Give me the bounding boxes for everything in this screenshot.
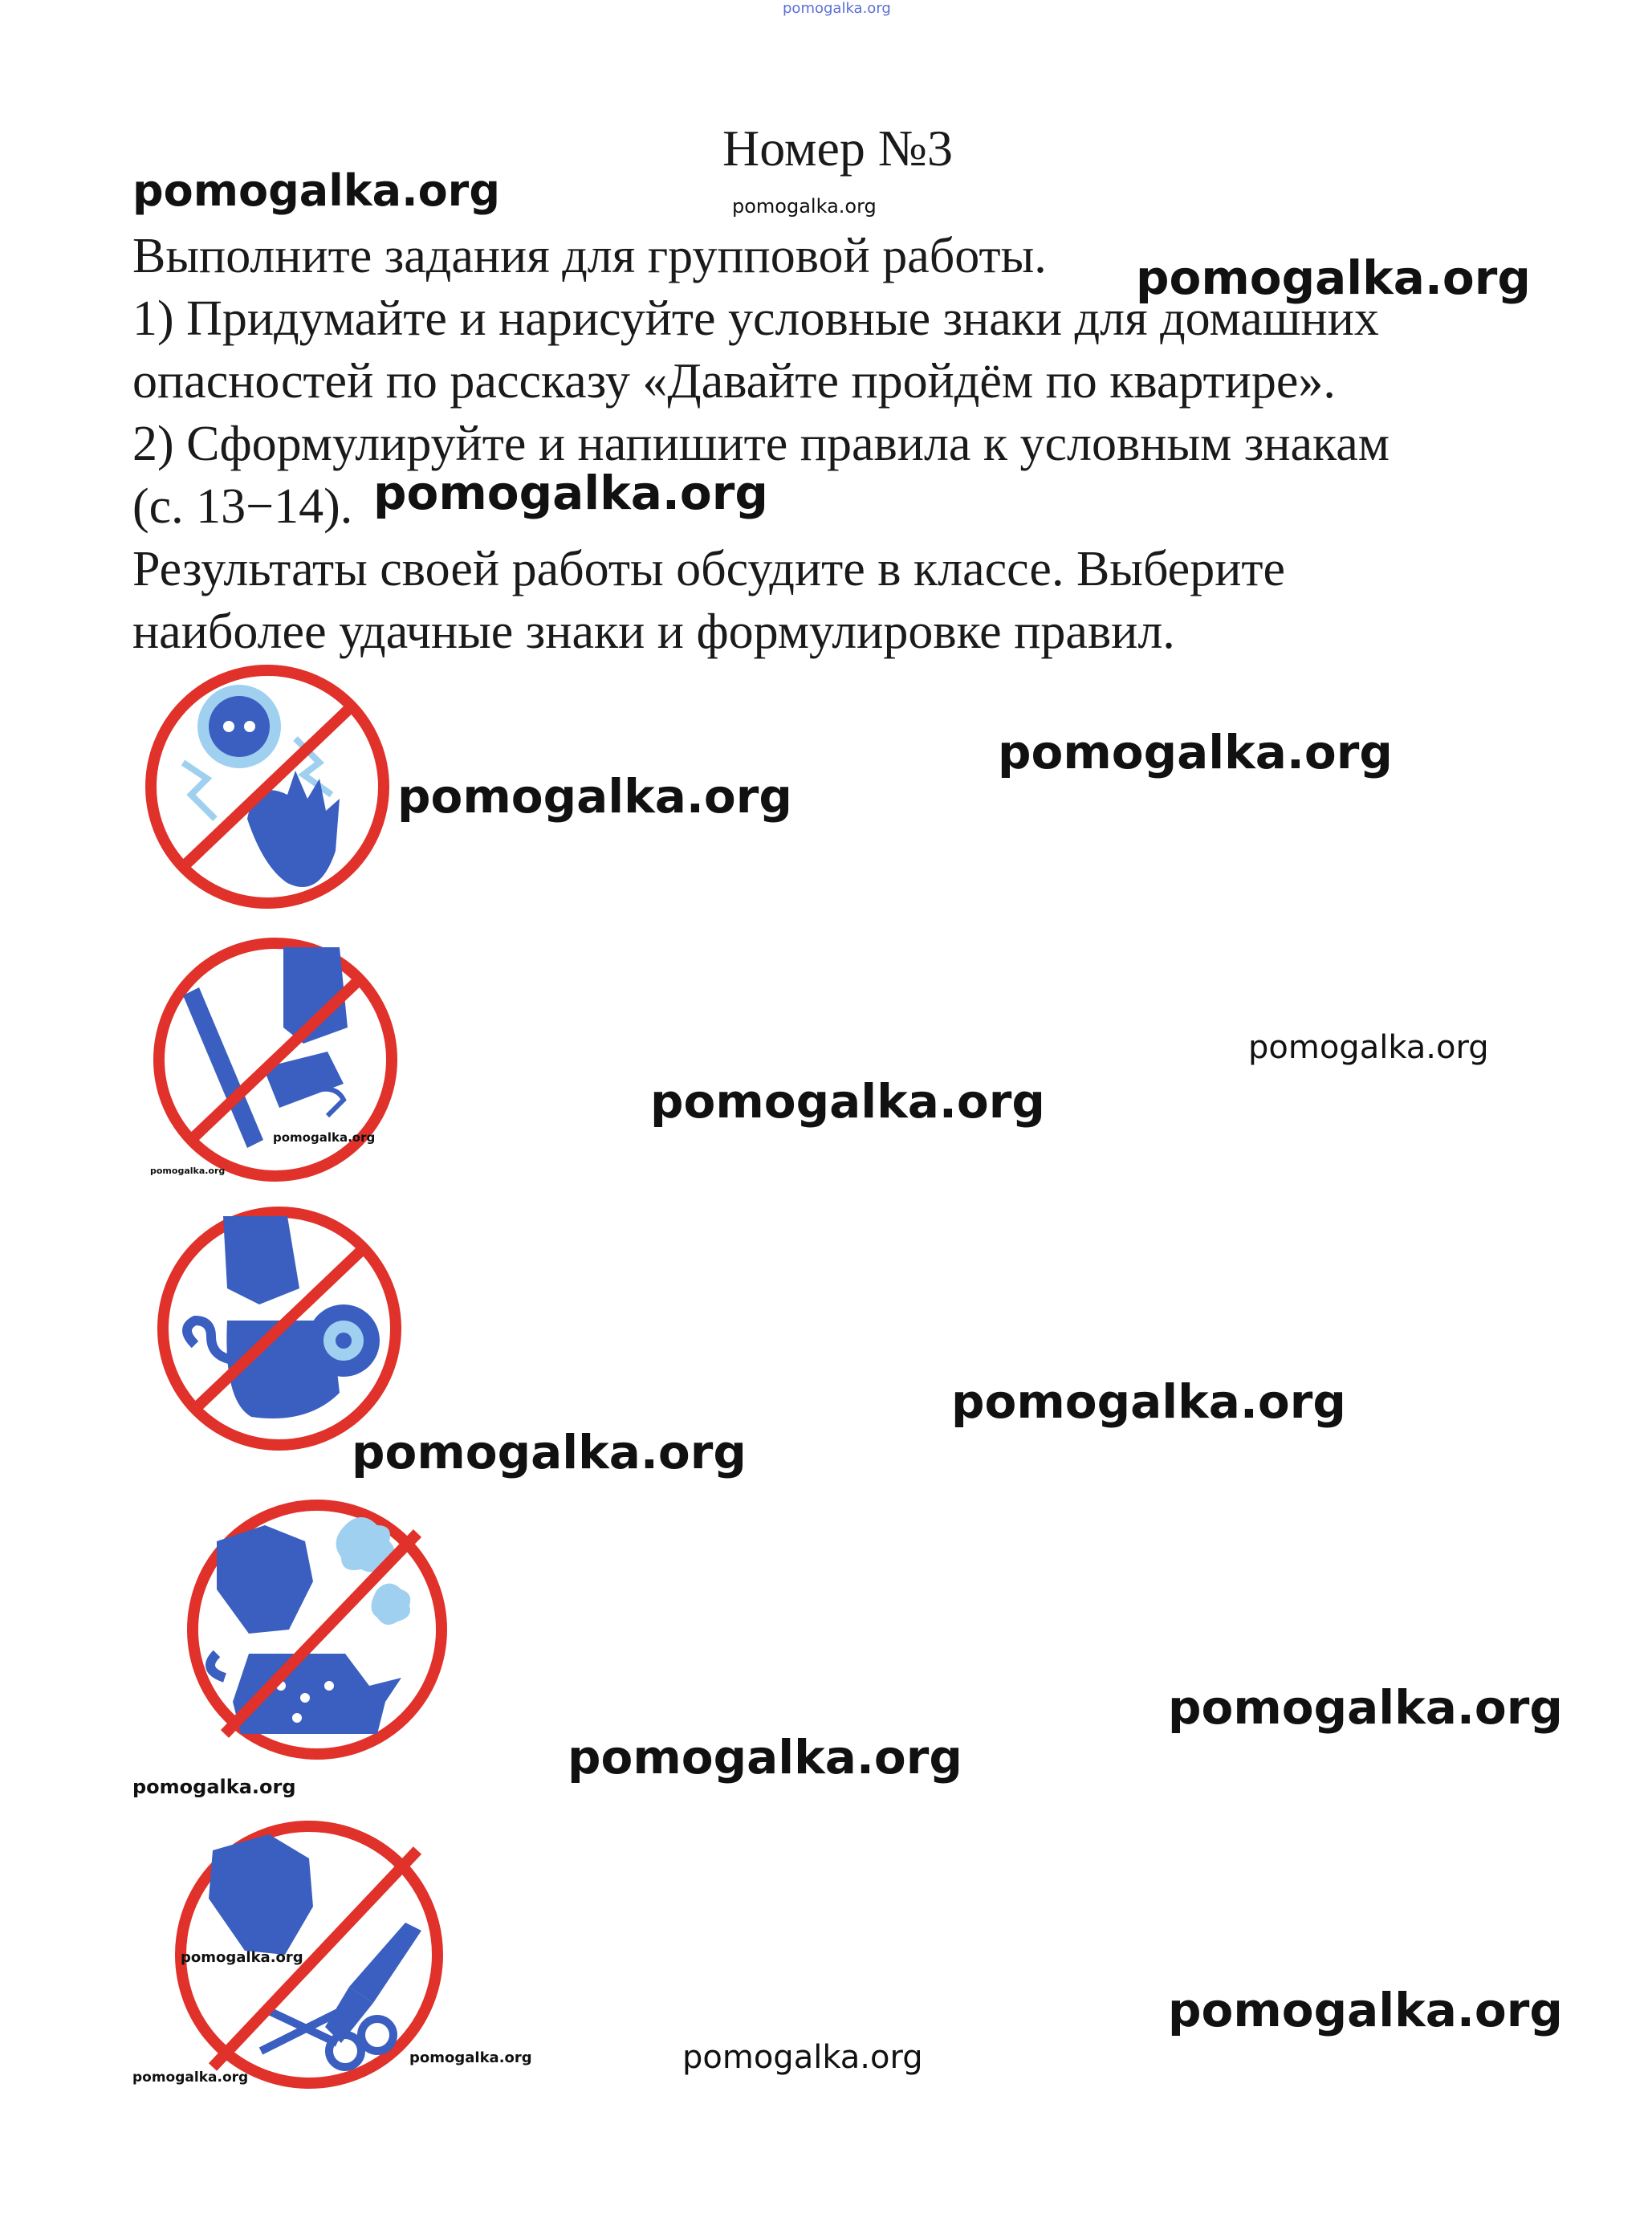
instruction-line: Результаты своей работы обсудите в классе. Выберите <box>132 542 1285 596</box>
instruction-line: наиболее удачные знаки и формулировке правил. <box>132 604 1175 659</box>
instruction-line: (с. 13−14). <box>132 479 353 534</box>
watermark: pomogalka.org <box>1168 1680 1563 1735</box>
watermark: pomogalka.org <box>1248 1029 1489 1066</box>
top-watermark: pomogalka.org <box>783 0 891 17</box>
watermark: pomogalka.org <box>409 2049 532 2066</box>
watermark: pomogalka.org <box>568 1730 962 1785</box>
kettle-steam-prohibition-sign <box>169 1493 466 1766</box>
watermark: pomogalka.org <box>181 1949 303 1966</box>
watermark: pomogalka.org <box>1168 1983 1563 2037</box>
socket-electricity-prohibition-sign <box>135 658 400 915</box>
instruction-line: 1) Придумайте и нарисуйте условные знаки для домашних <box>132 291 1379 346</box>
instruction-line: опасностей по рассказу «Давайте пройдём по квартире». <box>132 354 1336 409</box>
watermark: pomogalka.org <box>132 165 500 216</box>
iron-prohibition-sign <box>143 931 408 1188</box>
watermark: pomogalka.org <box>682 2039 923 2076</box>
watermark: pomogalka.org <box>132 2069 249 2086</box>
gas-stove-prohibition-sign <box>147 1200 412 1457</box>
watermark: pomogalka.org <box>132 1776 296 1798</box>
watermark: pomogalka.org <box>951 1374 1346 1429</box>
watermark: pomogalka.org <box>998 725 1393 779</box>
watermark: pomogalka.org <box>273 1130 376 1145</box>
page-title: Номер №3 <box>722 120 953 177</box>
watermark: pomogalka.org <box>373 466 768 520</box>
instruction-line: Выполните задания для групповой работы. <box>132 229 1047 283</box>
watermark: pomogalka.org <box>732 195 877 218</box>
watermark: pomogalka.org <box>650 1074 1045 1129</box>
watermark: pomogalka.org <box>1136 250 1531 305</box>
watermark: pomogalka.org <box>150 1166 226 1176</box>
watermark: pomogalka.org <box>397 769 792 824</box>
watermark: pomogalka.org <box>352 1425 747 1479</box>
instruction-line: 2) Сформулируйте и напишите правила к условным знакам <box>132 417 1390 471</box>
